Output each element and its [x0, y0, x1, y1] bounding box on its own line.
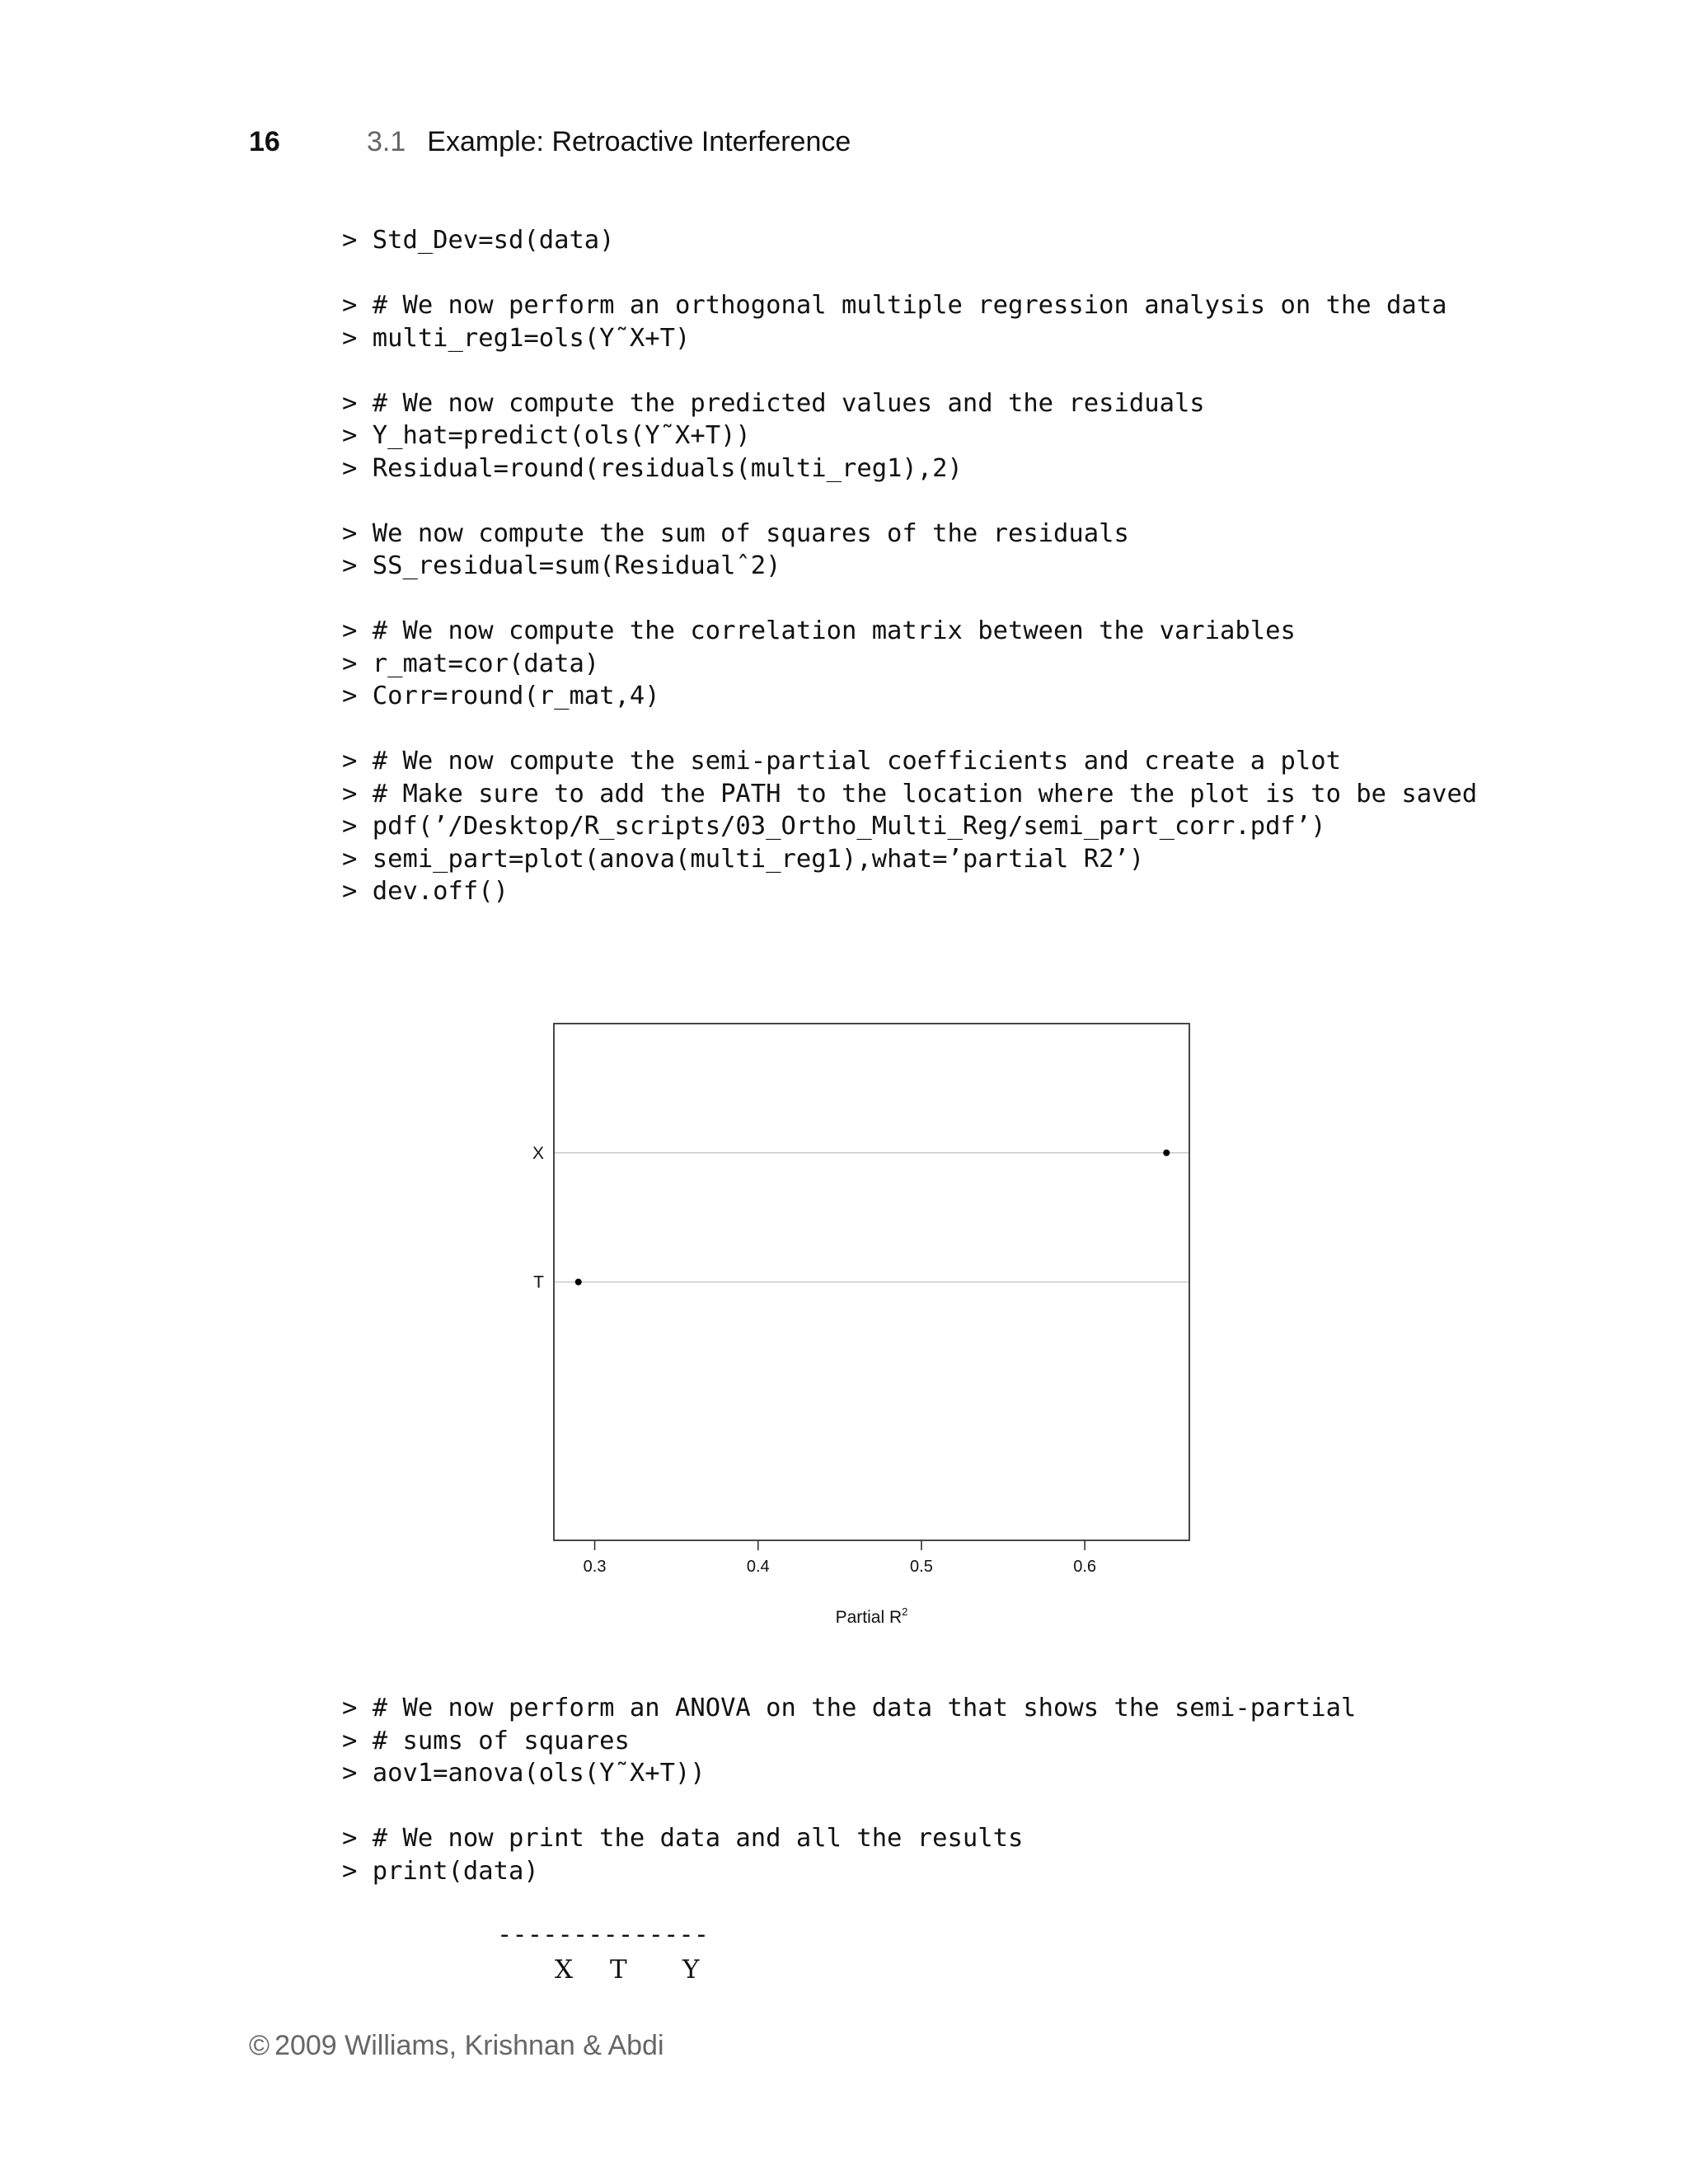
- copyright-footer: [249, 2029, 664, 2062]
- table-header-y: Y: [682, 1955, 700, 1985]
- code-block-1: [342, 224, 1477, 908]
- data-point-t: [575, 1279, 582, 1286]
- code-1-blank-line: [342, 257, 1477, 290]
- code-1-blank-line: [342, 485, 1477, 518]
- x-axis-label-superscript: 2: [902, 1605, 908, 1618]
- code-block-2: [342, 1692, 1356, 1887]
- running-head: [367, 125, 851, 158]
- code-1-line: > r_mat=cor(data): [342, 649, 600, 678]
- code-1-line: > semi_part=plot(anova(multi_reg1),what=’partial R2’): [342, 844, 1145, 874]
- code-1-blank-line: [342, 354, 1477, 387]
- code-1-line: > # We now compute the predicted values and the residuals: [342, 388, 1205, 418]
- x-axis-label: Partial $R^2$: [835, 1605, 908, 1627]
- code-2-line: > # sums of squares: [342, 1726, 630, 1755]
- code-2-line: > aov1=anova(ols(Y˜X+T)): [342, 1759, 706, 1788]
- code-1-line: > dev.off(): [342, 877, 509, 906]
- semi-partial-plot: [495, 989, 1236, 1648]
- code-1-line: > multi_reg1=ols(Y˜X+T): [342, 323, 691, 353]
- copyright-symbol: ©: [249, 2030, 270, 2061]
- code-1-line: > We now compute the sum of squares of the residuals: [342, 518, 1129, 548]
- section-number: 3.1: [367, 126, 406, 157]
- page-number: 16: [249, 126, 280, 157]
- x-tick-label: 0.6: [1073, 1558, 1097, 1576]
- code-1-blank-line: [342, 713, 1477, 746]
- table-header-t: T: [610, 1955, 627, 1985]
- table-rule: --------------: [497, 1920, 710, 1949]
- code-1-line: > # We now compute the semi-partial coefficients and create a plot: [342, 747, 1341, 776]
- code-1-line: > Std_Dev=sd(data): [342, 226, 615, 255]
- category-label-x: X: [532, 1143, 544, 1163]
- x-tick-label: 0.3: [583, 1558, 607, 1576]
- code-2-line: > print(data): [342, 1856, 539, 1886]
- code-1-blank-line: [342, 583, 1477, 616]
- code-1-line: > Residual=round(residuals(multi_reg1),2): [342, 453, 963, 483]
- code-1-line: > Y_hat=predict(ols(Y˜X+T)): [342, 421, 751, 450]
- code-1-line: > Corr=round(r_mat,4): [342, 682, 660, 710]
- code-2-line: > # We now print the data and all the results: [342, 1824, 1024, 1853]
- x-tick-label: 0.4: [746, 1558, 770, 1576]
- x-tick-label: 0.5: [910, 1558, 933, 1576]
- category-label-t: T: [533, 1272, 544, 1292]
- section-title: Example: Retroactive Interference: [427, 126, 851, 157]
- code-2-blank-line: [342, 1790, 1356, 1823]
- code-1-line: > # We now compute the correlation matrix between the variables: [342, 616, 1296, 645]
- code-1-line: > # We now perform an orthogonal multiple regression analysis on the data: [342, 291, 1447, 320]
- table-header-x: X: [555, 1955, 574, 1985]
- code-1-line: > SS_residual=sum(Residualˆ2): [342, 551, 781, 580]
- code-1-line: > pdf(’/Desktop/R_scripts/03_Ortho_Multi_Reg/semi_part_corr.pdf’): [342, 812, 1326, 841]
- copyright-text: 2009 Williams, Krishnan & Abdi: [274, 2030, 664, 2061]
- code-2-line: > # We now perform an ANOVA on the data that shows the semi-partial: [342, 1694, 1357, 1722]
- data-point-x: [1163, 1150, 1170, 1156]
- code-1-line: > # Make sure to add the PATH to the location where the plot is to be saved: [342, 779, 1478, 808]
